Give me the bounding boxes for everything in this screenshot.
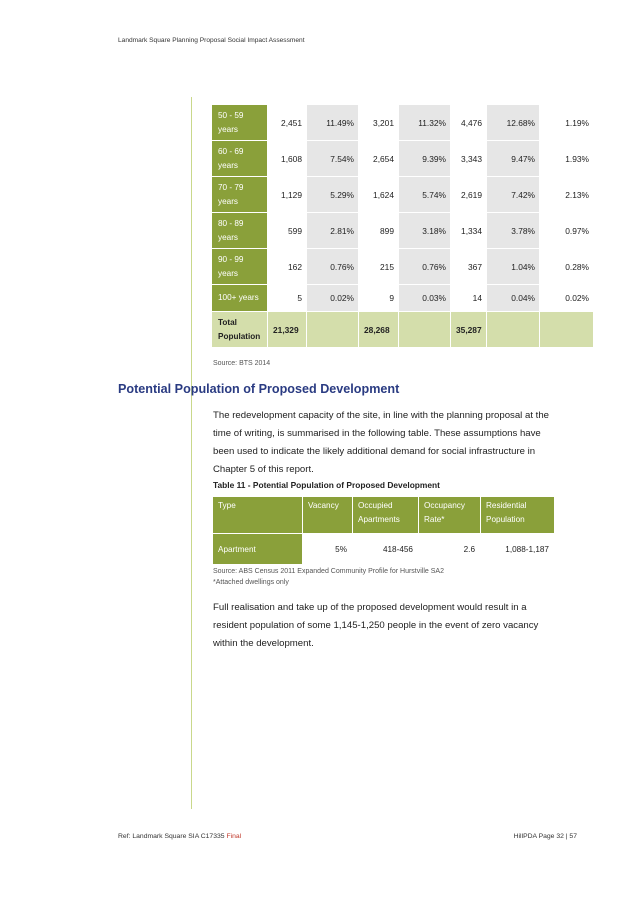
table-row xyxy=(212,213,594,249)
cell: 367 xyxy=(451,249,487,285)
cell: 1,129 xyxy=(268,177,307,213)
cell: 5.74% xyxy=(399,177,451,213)
column-header: Vacancy xyxy=(303,497,353,534)
table-row xyxy=(212,285,594,312)
table-source xyxy=(213,566,444,588)
cell xyxy=(540,312,594,348)
row-label: Total Population xyxy=(212,312,268,348)
cell: 0.02% xyxy=(307,285,359,312)
row-label: 90 - 99 years xyxy=(212,249,268,285)
cell: 28,268 xyxy=(359,312,399,348)
reference-text: Ref: Landmark Square SIA C17335 xyxy=(118,833,227,840)
age-distribution-table xyxy=(211,104,594,348)
table-row xyxy=(212,141,594,177)
table-row xyxy=(213,534,555,565)
table-row xyxy=(212,249,594,285)
table-row xyxy=(212,177,594,213)
cell: 9 xyxy=(359,285,399,312)
row-label: Apartment xyxy=(213,534,303,565)
cell: 2,654 xyxy=(359,141,399,177)
cell: 1.93% xyxy=(540,141,594,177)
cell: 599 xyxy=(268,213,307,249)
row-label: 50 - 59 years xyxy=(212,105,268,141)
cell: 4,476 xyxy=(451,105,487,141)
status-text: Final xyxy=(226,833,242,840)
development-table xyxy=(212,496,555,565)
cell: 0.04% xyxy=(487,285,540,312)
cell: 1.19% xyxy=(540,105,594,141)
cell: 2.6 xyxy=(419,534,481,565)
cell: 1.04% xyxy=(487,249,540,285)
cell: 2.13% xyxy=(540,177,594,213)
column-header: Occupied Apartments xyxy=(353,497,419,534)
cell: 11.32% xyxy=(399,105,451,141)
cell: 2,619 xyxy=(451,177,487,213)
footnote: *Attached dwellings only xyxy=(213,579,289,586)
body-paragraph: The redevelopment capacity of the site, in line with the planning proposal at the time of writing, is summarised in the following table. These assumptions have been used to indicate the likely additional demand for social infrastructure in Chapter 5 of this report. xyxy=(213,410,549,475)
cell: 0.76% xyxy=(399,249,451,285)
source-line: Source: ABS Census 2011 Expanded Community Profile for Hurstville SA2 xyxy=(213,568,444,575)
body-paragraph: Full realisation and take up of the proposed development would result in a resident population of some 1,145-1,250 people in the event of zero vacancy within the development. xyxy=(213,602,539,649)
cell: 7.54% xyxy=(307,141,359,177)
cell xyxy=(399,312,451,348)
footer-reference xyxy=(118,833,241,840)
total-row xyxy=(212,312,594,348)
cell: 418-456 xyxy=(353,534,419,565)
margin-rule xyxy=(191,97,192,809)
column-header: Occupancy Rate* xyxy=(419,497,481,534)
row-label: 100+ years xyxy=(212,285,268,312)
cell: 0.76% xyxy=(307,249,359,285)
column-header: Residential Population xyxy=(481,497,555,534)
cell: 3.78% xyxy=(487,213,540,249)
cell xyxy=(487,312,540,348)
cell: 2.81% xyxy=(307,213,359,249)
table-row xyxy=(212,105,594,141)
column-header: Type xyxy=(213,497,303,534)
cell xyxy=(307,312,359,348)
cell: 0.02% xyxy=(540,285,594,312)
cell: 5.29% xyxy=(307,177,359,213)
cell: 1,608 xyxy=(268,141,307,177)
cell: 11.49% xyxy=(307,105,359,141)
cell: 215 xyxy=(359,249,399,285)
row-label: 70 - 79 years xyxy=(212,177,268,213)
cell: 162 xyxy=(268,249,307,285)
cell: 14 xyxy=(451,285,487,312)
cell: 1,334 xyxy=(451,213,487,249)
cell: 9.39% xyxy=(399,141,451,177)
cell: 21,329 xyxy=(268,312,307,348)
row-label: 60 - 69 years xyxy=(212,141,268,177)
cell: 3,343 xyxy=(451,141,487,177)
cell: 0.97% xyxy=(540,213,594,249)
cell: 3,201 xyxy=(359,105,399,141)
cell: 3.18% xyxy=(399,213,451,249)
row-label: 80 - 89 years xyxy=(212,213,268,249)
table-header-row xyxy=(213,497,555,534)
cell: 5% xyxy=(303,534,353,565)
section-heading: Potential Population of Proposed Development xyxy=(118,382,400,396)
cell: 35,287 xyxy=(451,312,487,348)
table-source: Source: BTS 2014 xyxy=(213,360,271,367)
cell: 899 xyxy=(359,213,399,249)
cell: 12.68% xyxy=(487,105,540,141)
table-caption: Table 11 - Potential Population of Proposed Development xyxy=(213,480,440,490)
cell: 5 xyxy=(268,285,307,312)
cell: 2,451 xyxy=(268,105,307,141)
cell: 7.42% xyxy=(487,177,540,213)
cell: 1,624 xyxy=(359,177,399,213)
running-header: Landmark Square Planning Proposal Social Impact Assessment xyxy=(118,37,305,44)
page-number: HillPDA Page 32 | 57 xyxy=(513,833,577,840)
cell: 1,088-1,187 xyxy=(481,534,555,565)
cell: 0.03% xyxy=(399,285,451,312)
cell: 9.47% xyxy=(487,141,540,177)
cell: 0.28% xyxy=(540,249,594,285)
